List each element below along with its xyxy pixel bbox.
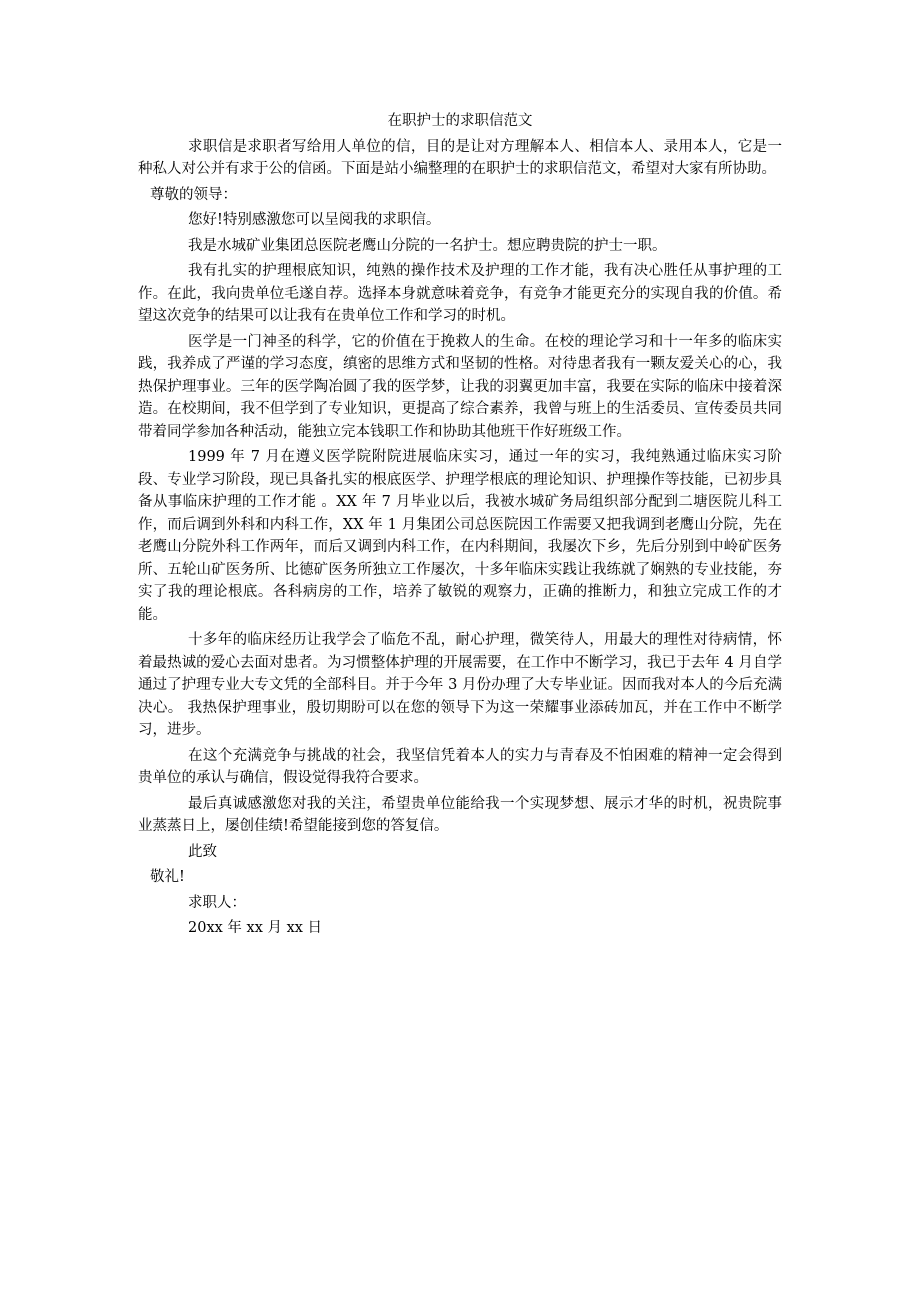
signer-label: 求职人： — [188, 894, 246, 911]
paragraph-confidence: 在这个充满竞争与挑战的社会，我坚信凭着本人的实力与青春及不怕困难的精神一定会得到贵单位的承认与确信，假设觉得我符合要求。 — [138, 747, 782, 786]
salutation: 尊敬的领导： — [150, 186, 237, 203]
letter-body — [138, 110, 782, 943]
paragraph-education: 医学是一门神圣的科学，它的价值在于挽救人的生命。在校的理论学习和十一年多的临床实践，我养成了严谨的学习态度，缜密的思维方式和坚韧的性格。对待患者我有一颗友爱关心的心，我热保护理事业。三年的医学陶冶圆了我的医学梦，让我的羽翼更加丰富，我要在实际的临床中接着深造。在校期间，我不但学到了专业知识，更提高了综合素养，我曾与班上的生活委员、宣传委员共同带着同学参加各种活动，能独立完本钱职工作和协助其他班干作好班级工作。 — [138, 333, 782, 440]
paragraph-thanks: 最后真诚感激您对我的关注，希望贵单位能给我一个实现梦想、展示才华的时机，祝贵院事业蒸蒸日上，屡创佳绩!希望能接到您的答复信。 — [138, 795, 782, 834]
paragraph-greeting: 您好!特别感激您可以呈阅我的求职信。 — [188, 212, 441, 228]
page-title: 在职护士的求职信范文 — [387, 113, 533, 129]
intro-paragraph: 求职信是求职者写给用人单位的信，目的是让对方理解本人、相信本人、录用本人，它是一种私人对公并有求于公的信函。下面是站小编整理的在职护士的求职信范文，希望对大家有所协助。 — [138, 138, 782, 177]
closing-cizhi: 此致 — [188, 843, 217, 860]
paragraph-experience: 1999 年 7 月在遵义医学院附院进展临床实习，通过一年的实习，我纯熟通过临床实习阶段、专业学习阶段，现已具备扎实的根底医学、护理学根底的理论知识、护理操作等技能，已初步具备从事临床护理的工作才能 。XX 年 7 月毕业以后，我被水城矿务局组织部分配到二塘医院儿科工作，而后调到外科和内科工作，XX 年 1 月集团公司总医院因工作需要又把我调到老鹰山分院，先在老鹰山分院外科工作两年，而后又调到内科工作，在内科期间，我屡次下乡，先后分别到中岭矿医务所、五轮山矿医务所、比德矿医务所独立工作屡次，十多年临床实践让我练就了娴熟的专业技能，夯实了我的理论根底。各科病房的工作，培养了敏锐的观察力，正确的推断力，和独立完成工作的才能。 — [138, 449, 782, 623]
paragraph-introduction: 我是水城矿业集团总医院老鹰山分院的一名护士。想应聘贵院的护士一职。 — [188, 237, 667, 254]
paragraph-skills: 我有扎实的护理根底知识，纯熟的操作技术及护理的工作才能，我有决心胜任从事护理的工作。在此，我向贵单位毛遂自荐。选择本身就意味着竞争，有竞争才能更充分的实现自我的价值。希望这次竞争的结果可以让我有在贵单位工作和学习的时机。 — [138, 263, 782, 324]
paragraph-growth: 十多年的临床经历让我学会了临危不乱，耐心护理，微笑待人，用最大的理性对待病情，怀着最热诚的爱心去面对患者。为习惯整体护理的开展需要，在工作中不断学习，我已于去年 4 月自学通过了护理专业大专文凭的全部科目。并于今年 3 月份办理了大专毕业证。因而我对本人的今后充满决心。 我热保护理事业，殷切期盼可以在您的领导下为这一荣耀事业添砖加瓦，并在工作中不断学习，进步。 — [138, 632, 782, 738]
letter-date: 20xx 年 xx 月 xx 日 — [188, 920, 323, 936]
closing-jingli: 敬礼! — [150, 869, 185, 885]
